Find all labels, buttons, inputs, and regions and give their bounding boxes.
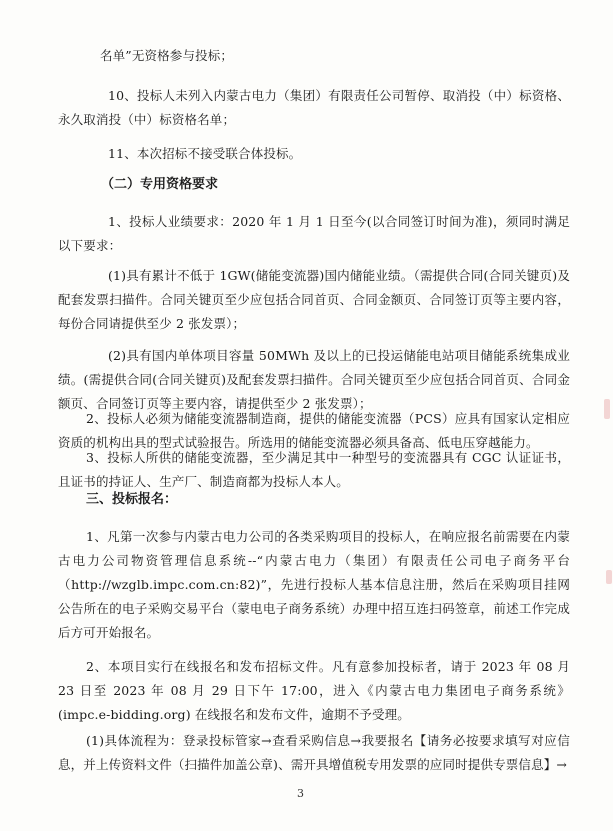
paragraph-item-10: 10、投标人未列入内蒙古电力（集团）有限责任公司暂停、取消投（中）标资格、永久取消投（中）标资格名单； [58,88,570,127]
paragraph-requirement-1: (1)具有累计不低于 1GW(储能变流器)国内储能业绩。（需提供合同(合同关键页)及配套发票扫描件。合同关键页至少应包括合同首页、合同金额页、合同签订页等主要内容，每份合同请提供至少 2 张发票）； [58,268,570,331]
paragraph-performance-requirement: 1、投标人业绩要求：2020 年 1 月 1 日至今(以合同签订时间为准)，须同时满足以下要求： [58,214,570,253]
heading-bid-registration: 三、投标报名： [86,492,178,507]
paragraph-pcs-requirement: 2、投标人必须为储能变流器制造商，提供的储能变流器（PCS）应具有国家认定相应资质的机构出具的型式试验报告。所选用的储能变流器必须具备高、低电压穿越能力。 [58,411,570,450]
paragraph-cgc-requirement: 3、投标人所供的储能变流器，至少满足其中一种型号的变流器具有 CGC 认证证书，且证书的持证人、生产厂、制造商都为投标人本人。 [58,450,570,489]
page-number: 3 [297,787,304,800]
heading-special-qualifications: （二）专用资格要求 [101,177,219,192]
paragraph-continuation: 名单”无资格参与投标； [100,48,234,63]
edge-stamp-mark [606,570,612,584]
paragraph-requirement-2: (2)具有国内单体项目容量 50MWh 及以上的已投运储能电站项目储能系统集成业绩。(需提供合同(合同关键页)及配套发票扫描件。合同关键页至少应包括合同首页、合同金额页、合同签订页等主要内容，请提供至少 2 张发票）； [58,348,570,411]
edge-stamp-mark [604,399,610,419]
paragraph-registration-step-1: 1、凡第一次参与内蒙古电力公司的各类采购项目的投标人，在响应报名前需要在内蒙古电力公司物资管理信息系统--“内蒙古电力（集团）有限责任公司电子商务平台（http://wzglb.impc.com.cn:82)”，先进行投标人基本信息注册，然后在采购项目挂网公告所在的电子采购交易平台（蒙电电子商务系统）办理中招互连扫码签章，前述工作完成后方可开始报名。 [58,529,570,640]
paragraph-process-flow: (1)具体流程为：登录投标管家→查看采购信息→我要报名【请务必按要求填写对应信息，并上传资料文件（扫描件加盖公章)、需开具增值税专用发票的应同时提供专票信息】→ [58,733,570,772]
paragraph-item-11: 11、本次招标不接受联合体投标。 [108,146,302,161]
paragraph-registration-step-2: 2、本项目实行在线报名和发布招标文件。凡有意参加投标者，请于 2023 年 08 月 23 日至 2023 年 08 月 29 日下午 17:00，进入《内蒙古电力集团电子商务系统》(impc.e-bidding.org) 在线报名和发布文件，逾期不予受理。 [58,659,570,722]
